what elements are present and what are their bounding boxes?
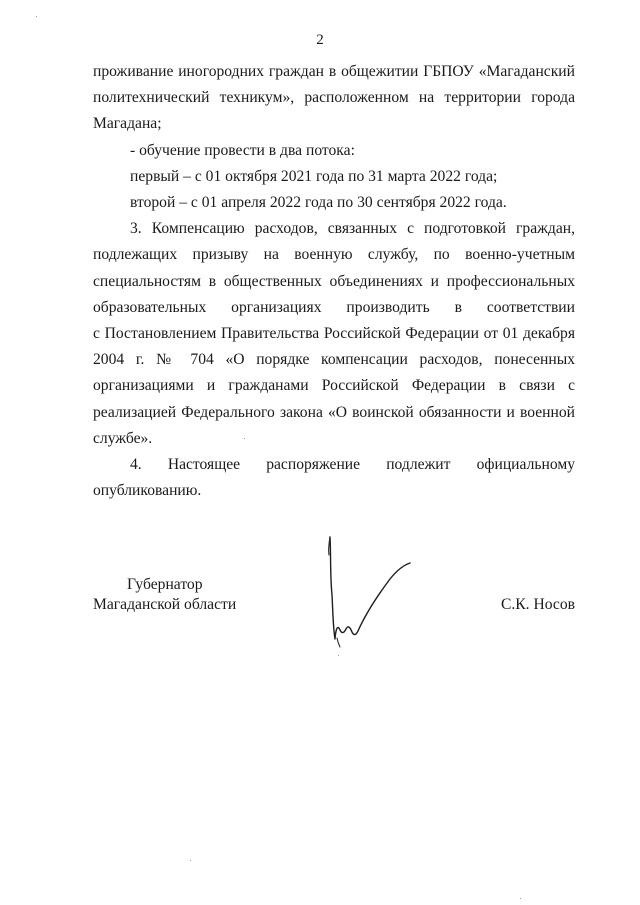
scan-speck — [520, 898, 521, 899]
signatory-name: С.К. Носов — [500, 596, 575, 613]
paragraph-continuation: проживание иногородних граждан в общежитии ГБПОУ «Магаданский политехнический техникум», расположенном на территории города Магадана; — [93, 63, 575, 133]
scan-speck — [338, 655, 339, 656]
signatory-title-line-1: Губернатор — [127, 576, 203, 593]
signature-block — [93, 575, 575, 665]
document-body — [93, 59, 575, 504]
page-number: 2 — [316, 32, 324, 48]
signatory-title-line-2: Магаданской области — [93, 596, 237, 613]
paragraph-point-4: 4. Настоящее распоряжение подлежит официальному опубликованию. — [93, 456, 575, 500]
paragraph-point-3-rest: с Постановлением Правительства Российской Федерации от 01 декабря 2004 г. № 704 «О порядке компенсации расходов, понесенных организациями и гражданами Российской Федерации в связи с реализацией Федерального закона «О воинской обязанности и военной службе». — [93, 325, 575, 447]
scan-speck — [190, 860, 191, 861]
scan-speck — [36, 16, 37, 17]
paragraph-point-3-first: 3. Компенсацию расходов, связанных с подготовкой граждан, подлежащих призыву на военную службу, по военно-учетным специальностям в общественных объединениях и профессиональных образовательных организациях производить в соответствии — [93, 220, 575, 316]
paragraph-training-intro: - обучение провести в два потока: — [130, 141, 355, 159]
paragraph-stream-second: второй – с 01 апреля 2022 года по 30 сентября 2022 года. — [130, 194, 507, 212]
signatory-title — [93, 575, 236, 615]
paragraph-stream-first: первый – с 01 октября 2021 года по 31 марта 2022 года; — [130, 167, 498, 185]
scan-speck — [244, 438, 245, 439]
